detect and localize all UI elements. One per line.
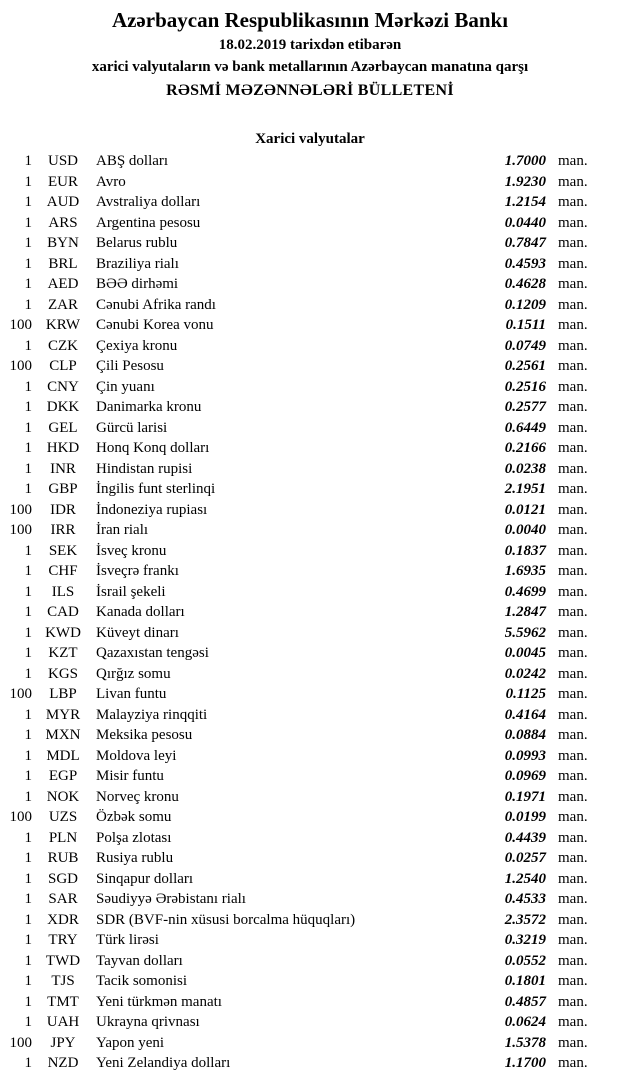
currency-code: UZS	[48, 809, 78, 825]
currency-name: Ukrayna qrivnası	[96, 1014, 200, 1030]
rate-unit: man.	[558, 214, 588, 231]
currency-name: Gürcü larisi	[96, 419, 168, 436]
rate-row	[0, 971, 620, 992]
currency-code: ILS	[51, 583, 75, 600]
currency-name: Tacik somonisi	[96, 973, 188, 989]
rate-row	[0, 561, 620, 582]
rate-row	[0, 479, 620, 500]
rate-quantity: 1	[24, 665, 32, 682]
rate-quantity: 100	[9, 686, 32, 702]
rate-unit: man.	[558, 378, 588, 395]
rate-value: 1.2154	[504, 194, 546, 210]
rate-row	[0, 807, 620, 828]
rate-value: 0.0552	[504, 952, 546, 969]
rate-unit: man.	[558, 1014, 588, 1030]
rate-value: 0.7847	[504, 235, 546, 251]
currency-code: SAR	[48, 891, 78, 907]
rate-quantity: 1	[24, 645, 32, 661]
currency-name: İngilis funt sterlinqi	[96, 481, 216, 497]
currency-name: Çili Pesosu	[96, 358, 164, 374]
rate-quantity: 1	[24, 1055, 32, 1071]
rate-value: 0.4857	[504, 993, 546, 1010]
currency-code: TMT	[47, 993, 79, 1010]
rate-quantity: 1	[24, 604, 32, 620]
exchange-rates-table	[0, 151, 620, 1074]
currency-name: Honq Konq dolları	[96, 440, 210, 456]
currency-code: UAH	[46, 1014, 80, 1030]
currency-code: EGP	[48, 768, 78, 784]
rate-unit: man.	[558, 235, 588, 251]
rate-row	[0, 1033, 620, 1054]
rate-unit: man.	[558, 1034, 588, 1051]
currency-code: IRR	[50, 522, 76, 538]
rate-quantity: 1	[24, 399, 32, 415]
rate-unit: man.	[558, 850, 588, 866]
rate-value: 0.4628	[504, 276, 546, 292]
rate-value: 0.0440	[504, 214, 546, 231]
rate-value: 0.1801	[504, 973, 546, 989]
rate-value: 0.4439	[504, 829, 546, 846]
rate-unit: man.	[558, 337, 588, 354]
currency-code: CHF	[48, 563, 78, 579]
currency-code: DKK	[46, 399, 80, 415]
currency-name: Türk lirəsi	[96, 932, 159, 948]
rate-value: 2.3572	[504, 911, 546, 928]
rate-value: 0.0040	[504, 522, 546, 538]
rate-unit: man.	[558, 542, 588, 559]
currency-name: İran rialı	[96, 522, 149, 538]
currency-name: Yeni türkmən manatı	[96, 993, 222, 1010]
rate-row	[0, 192, 620, 213]
rate-row	[0, 828, 620, 849]
rate-quantity: 1	[24, 706, 32, 723]
rate-unit: man.	[558, 460, 588, 477]
currency-code: SGD	[47, 870, 78, 887]
currency-name: Yeni Zelandiya dolları	[96, 1055, 231, 1071]
rate-quantity: 1	[24, 891, 32, 907]
currency-code: CLP	[49, 358, 77, 374]
rate-row	[0, 172, 620, 193]
rate-quantity: 1	[24, 255, 32, 272]
currency-code: ZAR	[48, 296, 78, 313]
currency-code: LBP	[49, 686, 77, 702]
rate-row	[0, 295, 620, 316]
rate-unit: man.	[558, 788, 588, 805]
rate-row	[0, 951, 620, 972]
currency-code: USD	[47, 153, 78, 169]
rate-unit: man.	[558, 255, 588, 272]
rate-quantity: 100	[9, 317, 32, 333]
currency-name: Malayziya rinqqiti	[96, 706, 208, 723]
currency-name: Avstraliya dolları	[96, 194, 201, 210]
rate-unit: man.	[558, 932, 588, 948]
effective-date-line: 18.02.2019 tarixdən etibarən	[218, 37, 402, 53]
currency-code: KRW	[45, 317, 81, 333]
rate-unit: man.	[558, 665, 588, 682]
rate-value: 0.2577	[504, 399, 546, 415]
rate-row	[0, 541, 620, 562]
currency-name: Polşa zlotası	[96, 829, 172, 846]
currency-name: Argentina pesosu	[96, 214, 201, 231]
rate-unit: man.	[558, 829, 588, 846]
rate-row	[0, 274, 620, 295]
rate-quantity: 1	[24, 276, 32, 292]
rate-quantity: 1	[24, 952, 32, 969]
currency-name: Yapon yeni	[96, 1034, 165, 1051]
rate-quantity: 1	[24, 214, 32, 231]
currency-code: BYN	[47, 235, 79, 251]
rate-row	[0, 684, 620, 705]
rate-value: 0.0624	[504, 1014, 546, 1030]
rate-quantity: 1	[24, 973, 32, 989]
currency-name: İndoneziya rupiası	[96, 501, 208, 518]
rate-row	[0, 910, 620, 931]
rate-unit: man.	[558, 604, 588, 620]
currency-name: Braziliya rialı	[96, 255, 179, 272]
rate-value: 0.0969	[504, 768, 546, 784]
rate-quantity: 1	[24, 378, 32, 395]
rate-unit: man.	[558, 358, 588, 374]
currency-name: Çin yuanı	[96, 378, 155, 395]
currency-code: RUB	[47, 850, 79, 866]
rate-unit: man.	[558, 686, 588, 702]
rate-row	[0, 213, 620, 234]
currency-name: Özbək somu	[96, 809, 172, 825]
currency-name: Norveç kronu	[96, 788, 179, 805]
rate-value: 5.5962	[504, 624, 546, 641]
rate-quantity: 1	[24, 173, 32, 190]
currency-code: KWD	[45, 624, 81, 641]
currency-code: NOK	[46, 788, 80, 805]
rate-row	[0, 1012, 620, 1033]
currency-code: GBP	[48, 481, 78, 497]
currency-name: İsveç kronu	[96, 542, 167, 559]
currency-code: KZT	[48, 645, 78, 661]
rate-unit: man.	[558, 911, 588, 928]
section-title-foreign-currencies: Xarici valyutalar	[255, 131, 365, 147]
rate-quantity: 100	[9, 1034, 32, 1051]
currency-name: Cənubi Afrika randı	[96, 296, 216, 313]
rate-value: 1.1700	[504, 1055, 546, 1071]
rate-value: 0.1971	[504, 788, 546, 805]
currency-code: XDR	[47, 911, 79, 928]
currency-name: Səudiyyə Ərəbistanı rialı	[96, 891, 246, 907]
currency-name: Misir funtu	[96, 768, 164, 784]
rate-value: 0.1511	[505, 317, 546, 333]
rate-row	[0, 602, 620, 623]
rate-value: 0.4533	[504, 891, 546, 907]
rate-row	[0, 315, 620, 336]
rate-row	[0, 582, 620, 603]
rate-value: 0.2516	[504, 378, 546, 395]
currency-code: SEK	[48, 542, 78, 559]
currency-code: AED	[47, 276, 79, 292]
rate-value: 1.2540	[504, 870, 546, 887]
rate-row	[0, 254, 620, 275]
currency-name: Qırğız somu	[96, 665, 171, 682]
rate-quantity: 1	[24, 153, 32, 169]
rate-unit: man.	[558, 419, 588, 436]
rate-row	[0, 643, 620, 664]
rate-quantity: 1	[24, 194, 32, 210]
currency-name: Livan funtu	[96, 686, 167, 702]
rate-quantity: 1	[24, 911, 32, 928]
rate-value: 0.6449	[504, 419, 546, 436]
rate-row	[0, 1053, 620, 1074]
rate-value: 0.1837	[504, 542, 546, 559]
currency-code: TJS	[51, 973, 75, 989]
rate-quantity: 1	[24, 932, 32, 948]
rate-quantity: 1	[24, 235, 32, 251]
subtitle-line: xarici valyutaların və bank metallarının Azərbaycan manatına qarşı	[91, 59, 529, 75]
rate-unit: man.	[558, 747, 588, 764]
currency-code: BRL	[48, 255, 78, 272]
rate-quantity: 1	[24, 788, 32, 805]
rate-value: 1.5378	[504, 1034, 546, 1051]
rate-unit: man.	[558, 194, 588, 210]
rate-unit: man.	[558, 317, 588, 333]
currency-name: Rusiya rublu	[96, 850, 174, 866]
rate-unit: man.	[558, 563, 588, 579]
currency-code: NZD	[47, 1055, 79, 1071]
currency-name: Moldova leyi	[96, 747, 177, 764]
currency-name: Belarus rublu	[96, 235, 178, 251]
rate-value: 1.7000	[504, 153, 546, 169]
rate-value: 0.0749	[504, 337, 546, 354]
currency-name: SDR (BVF-nin xüsusi borcalma hüquqları)	[96, 911, 356, 928]
rate-unit: man.	[558, 706, 588, 723]
currency-name: Tayvan dolları	[96, 952, 183, 969]
rate-quantity: 1	[24, 768, 32, 784]
currency-code: MYR	[45, 706, 81, 723]
currency-code: KGS	[47, 665, 78, 682]
rate-row	[0, 151, 620, 172]
rate-value: 0.3219	[504, 932, 546, 948]
rate-quantity: 1	[24, 1014, 32, 1030]
rate-value: 1.9230	[504, 173, 546, 190]
rate-unit: man.	[558, 399, 588, 415]
currency-code: MXN	[45, 727, 81, 743]
rate-row	[0, 377, 620, 398]
currency-code: ARS	[48, 214, 78, 231]
currency-name: Kanada dolları	[96, 604, 185, 620]
rate-row	[0, 725, 620, 746]
currency-name: Hindistan rupisi	[96, 460, 193, 477]
rate-value: 0.0242	[504, 665, 546, 682]
currency-code: TWD	[45, 952, 81, 969]
rate-row	[0, 459, 620, 480]
rate-row	[0, 869, 620, 890]
rate-quantity: 1	[24, 440, 32, 456]
rate-quantity: 100	[9, 358, 32, 374]
rate-quantity: 1	[24, 870, 32, 887]
rate-quantity: 1	[24, 583, 32, 600]
rate-quantity: 1	[24, 460, 32, 477]
rate-quantity: 100	[9, 522, 32, 538]
rate-row	[0, 418, 620, 439]
rate-quantity: 1	[24, 296, 32, 313]
rate-quantity: 1	[24, 727, 32, 743]
rate-unit: man.	[558, 440, 588, 456]
rate-unit: man.	[558, 276, 588, 292]
currency-name: İsveçrə frankı	[96, 563, 179, 579]
rate-value: 1.2847	[504, 604, 546, 620]
rate-value: 0.4699	[504, 583, 546, 600]
rate-quantity: 1	[24, 850, 32, 866]
rate-row	[0, 520, 620, 541]
rate-unit: man.	[558, 153, 588, 169]
currency-name: Qazaxıstan tengəsi	[96, 645, 209, 661]
rate-quantity: 1	[24, 624, 32, 641]
bulletin-header	[0, 0, 620, 102]
rate-unit: man.	[558, 1055, 588, 1071]
rate-unit: man.	[558, 952, 588, 969]
rate-row	[0, 336, 620, 357]
rate-quantity: 100	[9, 809, 32, 825]
rate-quantity: 100	[9, 501, 32, 518]
currency-code: GEL	[48, 419, 78, 436]
currency-name: Küveyt dinarı	[96, 624, 179, 641]
currency-name: Meksika pesosu	[96, 727, 193, 743]
rate-quantity: 1	[24, 419, 32, 436]
rate-quantity: 1	[24, 542, 32, 559]
rate-row	[0, 766, 620, 787]
rate-unit: man.	[558, 870, 588, 887]
rate-unit: man.	[558, 993, 588, 1010]
bank-title: Azərbaycan Respublikasının Mərkəzi Bankı	[111, 8, 509, 32]
rate-row	[0, 438, 620, 459]
rate-value: 0.0121	[504, 501, 546, 518]
rate-value: 0.1125	[505, 686, 546, 702]
rate-value: 1.6935	[504, 563, 546, 579]
currency-name: İsrail şekeli	[96, 583, 166, 600]
currency-code: EUR	[48, 173, 78, 190]
rate-value: 0.0993	[504, 747, 546, 764]
currency-name: Danimarka kronu	[96, 399, 202, 415]
rate-value: 0.1209	[504, 296, 546, 313]
rate-value: 0.0045	[504, 645, 546, 661]
currency-code: TRY	[48, 932, 78, 948]
currency-name: Avro	[96, 173, 126, 190]
rate-value: 0.0257	[504, 850, 546, 866]
rate-unit: man.	[558, 645, 588, 661]
rate-row	[0, 930, 620, 951]
rate-quantity: 1	[24, 481, 32, 497]
rate-value: 0.4164	[504, 706, 546, 723]
rate-value: 0.2166	[504, 440, 546, 456]
rate-value: 0.0884	[504, 727, 546, 743]
currency-name: ABŞ dolları	[96, 153, 169, 169]
rate-unit: man.	[558, 973, 588, 989]
rate-row	[0, 397, 620, 418]
currency-name: Cənubi Korea vonu	[96, 317, 214, 333]
rate-unit: man.	[558, 891, 588, 907]
rate-unit: man.	[558, 501, 588, 518]
rate-quantity: 1	[24, 563, 32, 579]
rate-unit: man.	[558, 768, 588, 784]
currency-code: CAD	[47, 604, 79, 620]
currency-code: MDL	[46, 747, 80, 764]
currency-code: CZK	[48, 337, 78, 354]
currency-code: AUD	[46, 194, 80, 210]
rate-unit: man.	[558, 173, 588, 190]
rate-row	[0, 233, 620, 254]
rate-row	[0, 705, 620, 726]
rate-unit: man.	[558, 481, 588, 497]
rate-value: 2.1951	[504, 481, 546, 497]
rate-row	[0, 889, 620, 910]
bulletin-title: RƏSMİ MƏZƏNNƏLƏRİ BÜLLETENİ	[166, 82, 454, 99]
rate-value: 0.0238	[504, 460, 546, 477]
rate-quantity: 1	[24, 993, 32, 1010]
rate-quantity: 1	[24, 337, 32, 354]
currency-name: Sinqapur dolları	[96, 870, 194, 887]
rate-quantity: 1	[24, 747, 32, 764]
rate-value: 0.0199	[504, 809, 546, 825]
rate-value: 0.2561	[504, 358, 546, 374]
rate-unit: man.	[558, 727, 588, 743]
currency-code: CNY	[47, 378, 79, 395]
rate-unit: man.	[558, 296, 588, 313]
currency-code: JPY	[50, 1034, 76, 1051]
rate-unit: man.	[558, 809, 588, 825]
rate-row	[0, 787, 620, 808]
currency-name: Çexiya kronu	[96, 337, 178, 354]
rate-row	[0, 500, 620, 521]
currency-code: HKD	[46, 440, 80, 456]
rate-unit: man.	[558, 583, 588, 600]
rate-row	[0, 746, 620, 767]
rate-value: 0.4593	[504, 255, 546, 272]
currency-code: PLN	[48, 829, 78, 846]
rate-row	[0, 992, 620, 1013]
rate-row	[0, 356, 620, 377]
rate-unit: man.	[558, 624, 588, 641]
rate-quantity: 1	[24, 829, 32, 846]
rate-row	[0, 664, 620, 685]
currency-code: IDR	[50, 501, 76, 518]
rate-row	[0, 848, 620, 869]
currency-name: BƏƏ dirhəmi	[96, 276, 179, 292]
rate-row	[0, 623, 620, 644]
rate-unit: man.	[558, 522, 588, 538]
currency-code: INR	[50, 460, 76, 477]
